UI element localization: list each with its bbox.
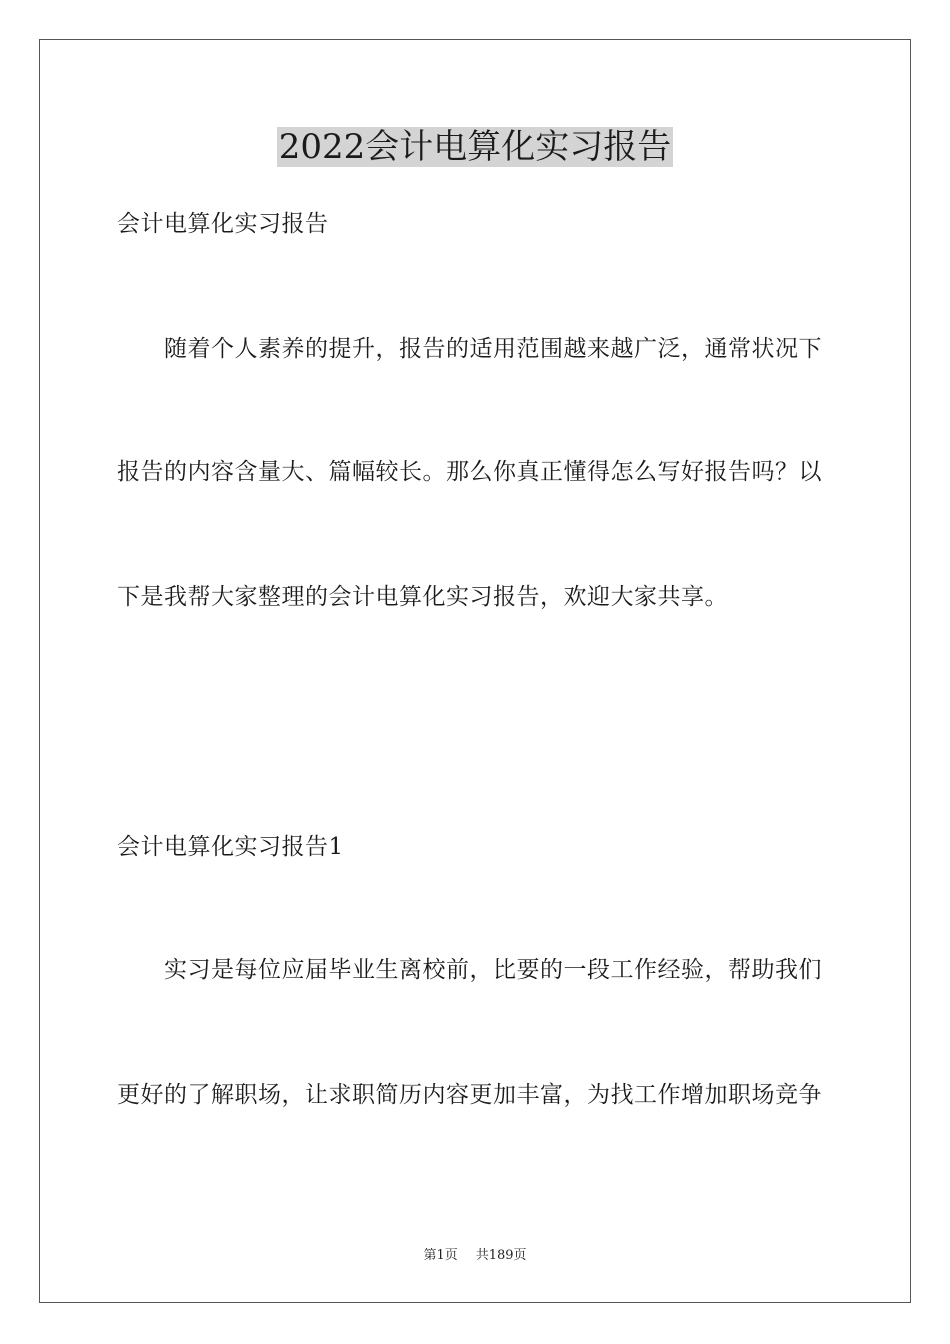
section-heading: 会计电算化实习报告1 <box>117 834 344 860</box>
intro-paragraph-line-1: 随着个人素养的提升，报告的适用范围越来越广泛，通常状况下 <box>164 336 822 362</box>
document-title-text: 2022会计电算化实习报告 <box>278 127 672 167</box>
page-total: 共189页 <box>475 1248 527 1263</box>
intro-paragraph-line-2: 报告的内容含量大、篇幅较长。那么你真正懂得怎么写好报告吗？以 <box>117 459 822 485</box>
intro-paragraph-line-3: 下是我帮大家整理的会计电算化实习报告，欢迎大家共享。 <box>117 584 728 610</box>
page-footer <box>0 1247 950 1265</box>
section-paragraph-line-2: 更好的了解职场，让求职简历内容更加丰富，为找工作增加职场竞争 <box>117 1082 822 1108</box>
document-subtitle: 会计电算化实习报告 <box>117 211 329 237</box>
section-paragraph-line-1: 实习是每位应届毕业生离校前，比要的一段工作经验，帮助我们 <box>164 957 822 983</box>
document-title <box>0 125 950 169</box>
page-number: 第1页 <box>423 1248 458 1263</box>
